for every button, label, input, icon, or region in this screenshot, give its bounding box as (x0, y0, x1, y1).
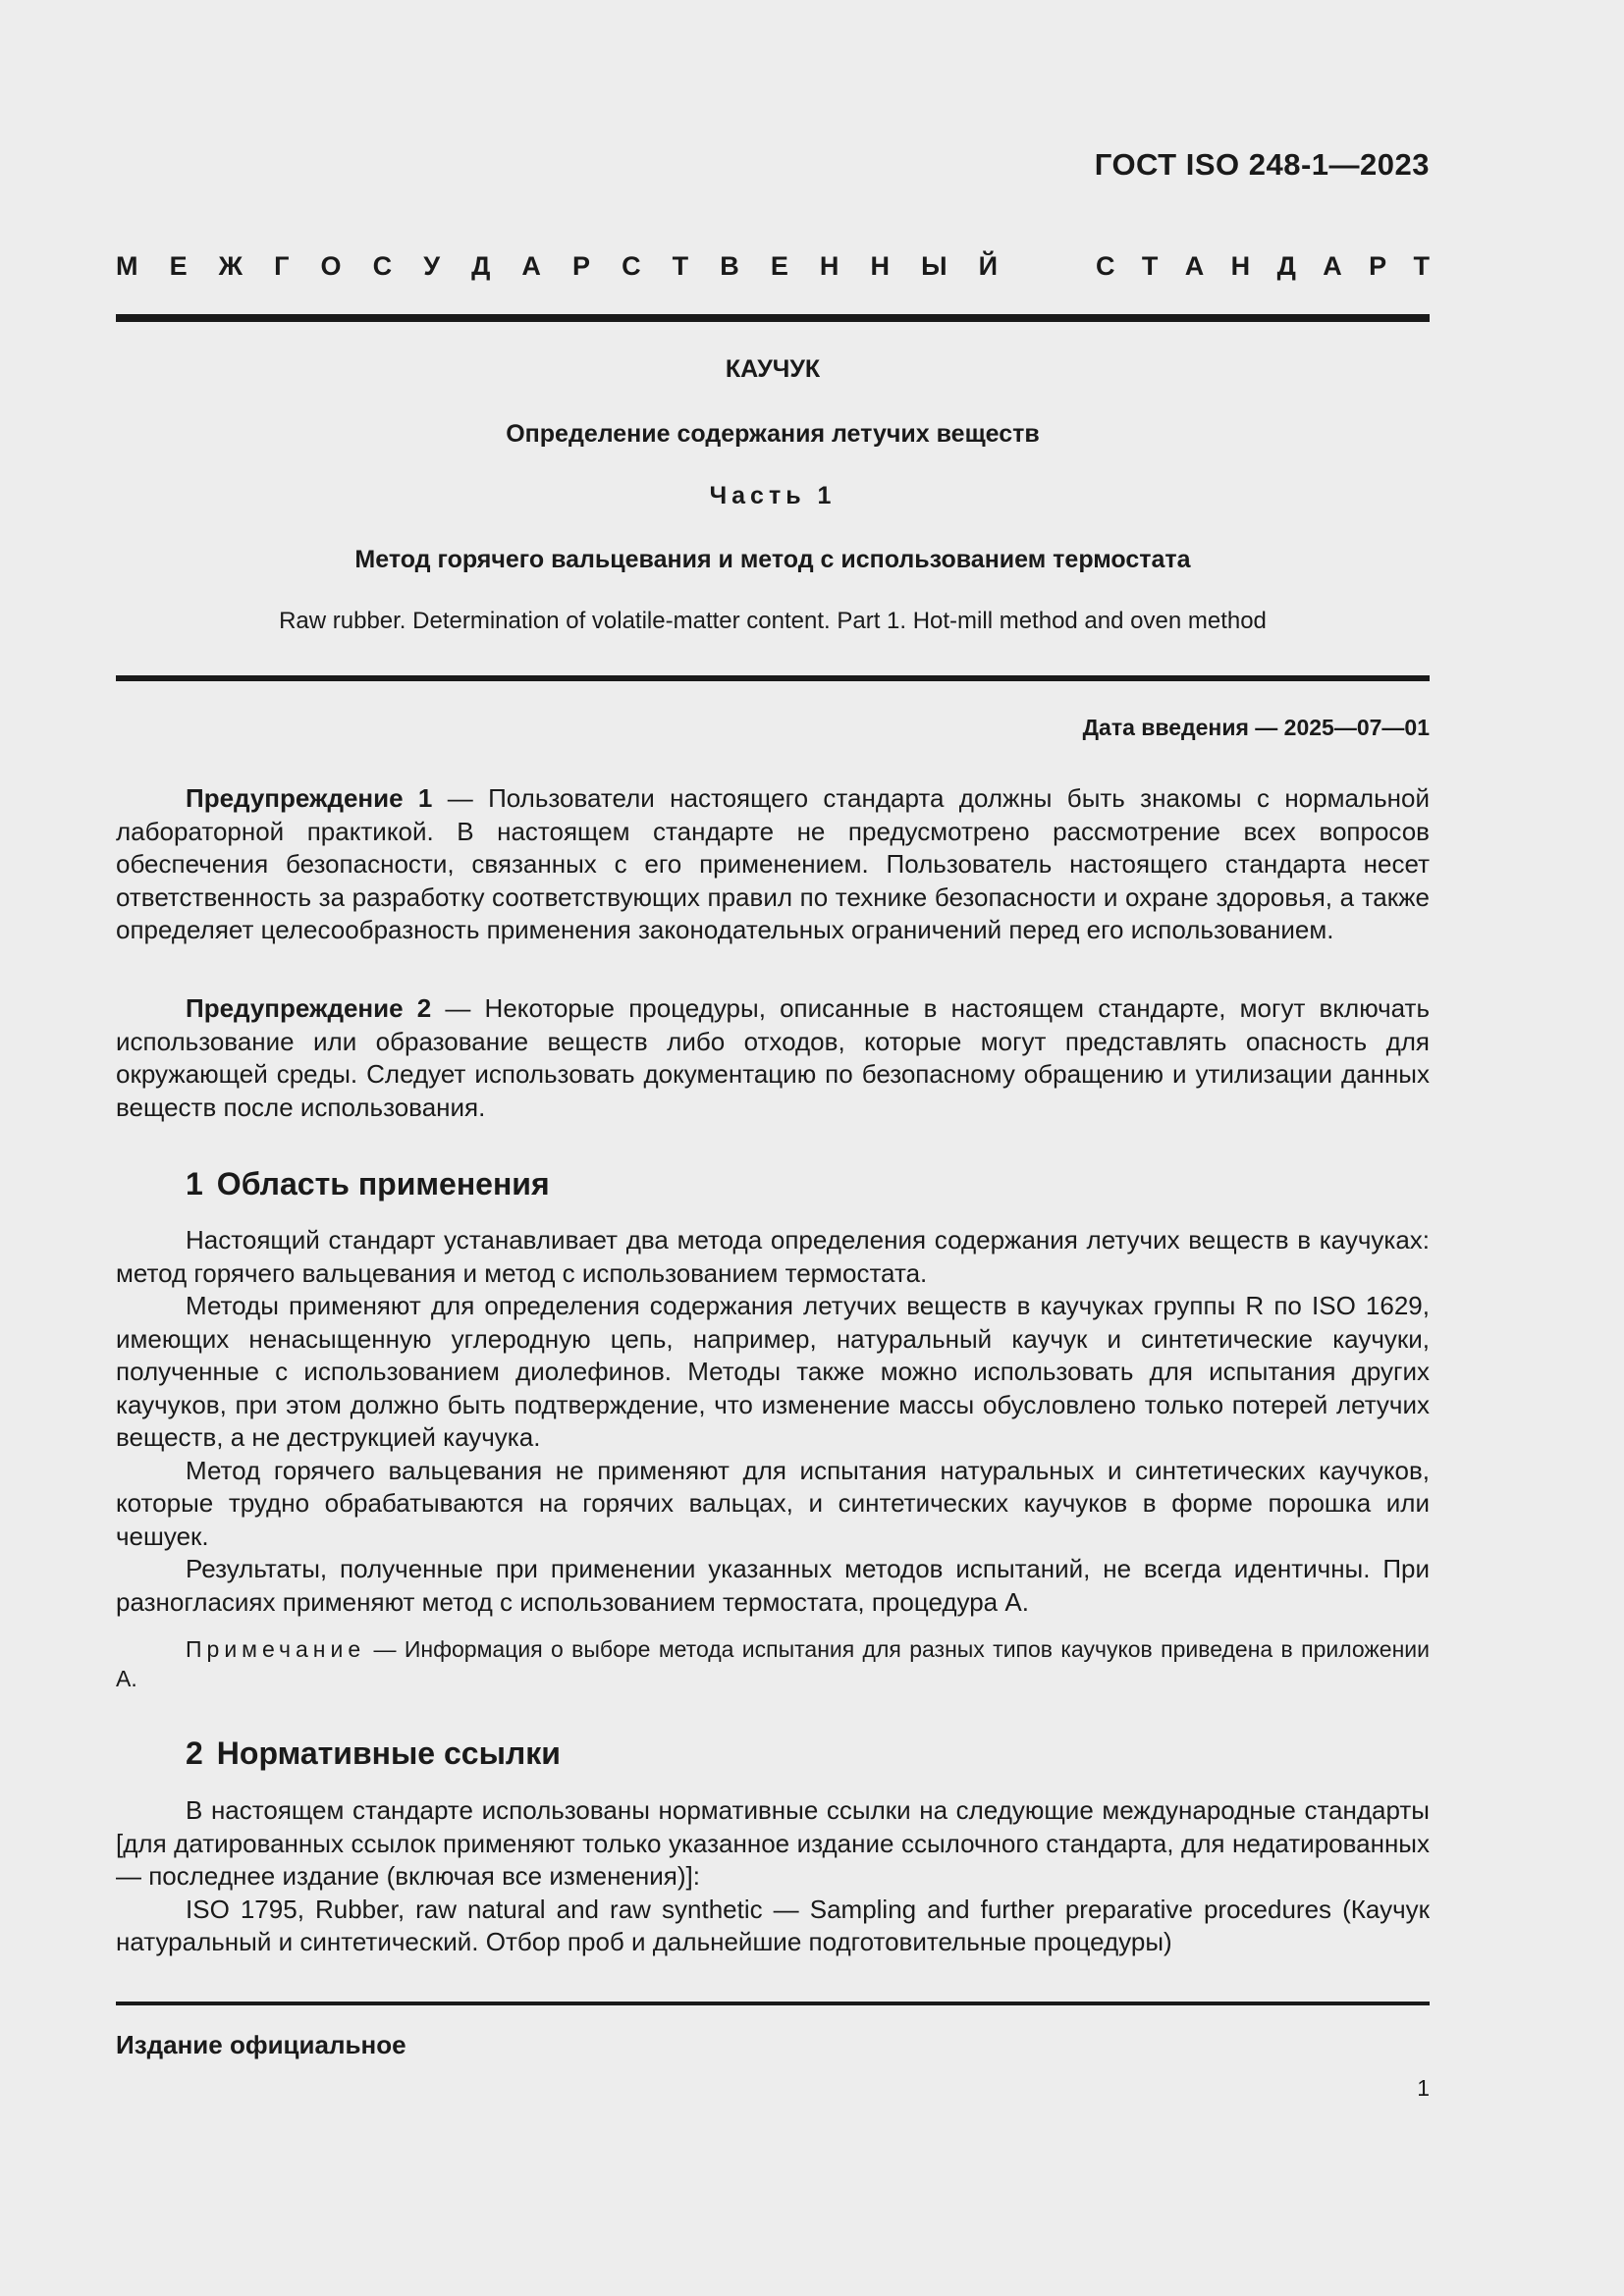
banner-letter: Н (819, 251, 839, 281)
banner-letter: С (1096, 251, 1115, 281)
section-1-paragraph: Настоящий стандарт устанавливает два метода определения содержания летучих веществ в каучуках: метод горячего вальцевания и метод с использованием термостата. (116, 1225, 1430, 1288)
title-subtitle: Определение содержания летучих веществ (506, 420, 1040, 448)
banner-letter: А (521, 251, 541, 281)
section-1-paragraph: Результаты, полученные при применении указанных методов испытаний, не всегда идентичны. При разногласиях применяют метод с использованием термостата, процедура А. (116, 1554, 1430, 1617)
warning-1-text: — Пользователи настоящего стандарта должны быть знакомы с нормальной лабораторной практикой. В настоящем стандарте не предусмотрено рассмотрение всех вопросов обеспечения безопасности, связанных с его применением. Пользователь настоящего стандарта несет ответственность за разработку соответствующих правил по технике безопасности и охране здоровья, а также определяет целесообразность применения законодательных ограничений перед его использованием. (116, 783, 1430, 944)
section-1-heading (186, 1166, 550, 1202)
title-english: Raw rubber. Determination of volatile-matter content. Part 1. Hot-mill method and oven method (279, 608, 1267, 634)
banner-letter: Ы (921, 251, 947, 281)
section-2-body (116, 1794, 1430, 1959)
banner-letter: С (622, 251, 641, 281)
section-1-paragraph: Метод горячего вальцевания не применяют для испытания натуральных и синтетических каучуков, которые трудно обрабатываются на горячих вальцах, и синтетических каучуков в форме порошка или чешуек. (116, 1455, 1430, 1551)
section-1-number: 1 (186, 1166, 203, 1201)
note-label: Примечание (186, 1636, 366, 1662)
banner-letter: С (372, 251, 393, 281)
banner-letter: Е (169, 251, 188, 281)
banner-letter: А (1323, 251, 1342, 281)
title-rule (116, 675, 1430, 681)
page-number: 1 (1417, 2075, 1430, 2101)
banner-letter: Т (1141, 251, 1159, 281)
section-1-body (116, 1224, 1430, 1619)
banner-letter: Д (1276, 251, 1296, 281)
warning-2 (116, 992, 1430, 1124)
footer-rule (116, 2002, 1430, 2005)
banner-letter: В (720, 251, 739, 281)
banner-letter: У (423, 251, 441, 281)
title-part: Часть 1 (709, 482, 837, 509)
section-2-title: Нормативные ссылки (216, 1735, 561, 1771)
section-1-title: Область применения (216, 1166, 550, 1201)
banner-letter: Т (1413, 251, 1430, 281)
banner-letter: Г (274, 251, 290, 281)
section-2-number: 2 (186, 1735, 203, 1771)
banner-letter: Д (471, 251, 491, 281)
introduction-date: Дата введения — 2025—07—01 (1082, 715, 1430, 740)
section-2-heading (186, 1735, 561, 1772)
banner-word-standard (1096, 251, 1430, 282)
section-2-reference: ISO 1795, Rubber, raw natural and raw synthetic — Sampling and further preparative procedures (Каучук натуральный и синтетический. Отбор проб и дальнейшие подготовительные процедуры) (116, 1894, 1430, 1956)
warning-2-label: Предупреждение 2 (186, 993, 432, 1023)
banner-letter: Й (978, 251, 998, 281)
banner-letter: Р (572, 251, 591, 281)
banner-letter: А (1184, 251, 1205, 281)
interstate-standard-banner (116, 251, 1430, 282)
title-main: КАУЧУК (725, 355, 821, 383)
document-code: ГОСТ ISO 248-1—2023 (1094, 147, 1430, 182)
header-rule-thick (116, 314, 1430, 322)
title-method: Метод горячего вальцевания и метод с использованием термостата (354, 546, 1191, 573)
banner-letter: Е (770, 251, 788, 281)
warning-1-label: Предупреждение 1 (186, 783, 433, 813)
note-text: — Информация о выборе метода испытания для разных типов каучуков приведена в приложении А. (116, 1636, 1430, 1691)
section-2-paragraph: В настоящем стандарте использованы нормативные ссылки на следующие международные стандарты [для датированных ссылок применяют только указанное издание ссылочного стандарта, для недатированных — последнее издание (включая все изменения)]: (116, 1795, 1430, 1891)
banner-letter: М (116, 251, 138, 281)
banner-word-interstate (116, 251, 998, 282)
banner-letter: Н (870, 251, 890, 281)
warning-2-text: — Некоторые процедуры, описанные в настоящем стандарте, могут включать использование или образование веществ либо отходов, которые могут представлять опасность для окружающей среды. Следует использовать документацию по безопасному обращению и утилизации данных веществ после использования. (116, 993, 1431, 1122)
banner-letter: Р (1369, 251, 1387, 281)
banner-letter: О (320, 251, 342, 281)
warning-1 (116, 782, 1430, 947)
section-1-note (116, 1634, 1430, 1693)
banner-letter: Н (1230, 251, 1251, 281)
section-1-paragraph: Методы применяют для определения содержания летучих веществ в каучуках группы R по ISO 1629, имеющих ненасыщенную углеродную цепь, например, натуральный каучук и синтетические каучуки, полученные с использованием диолефинов. Методы также можно использовать для испытания других каучуков, при этом должно быть подтверждение, что изменение массы обусловлено только потерей летучих веществ, а не деструкцией каучука. (116, 1291, 1430, 1452)
banner-letter: Ж (218, 251, 244, 281)
edition-label: Издание официальное (116, 2030, 406, 2059)
banner-letter: Т (672, 251, 689, 281)
